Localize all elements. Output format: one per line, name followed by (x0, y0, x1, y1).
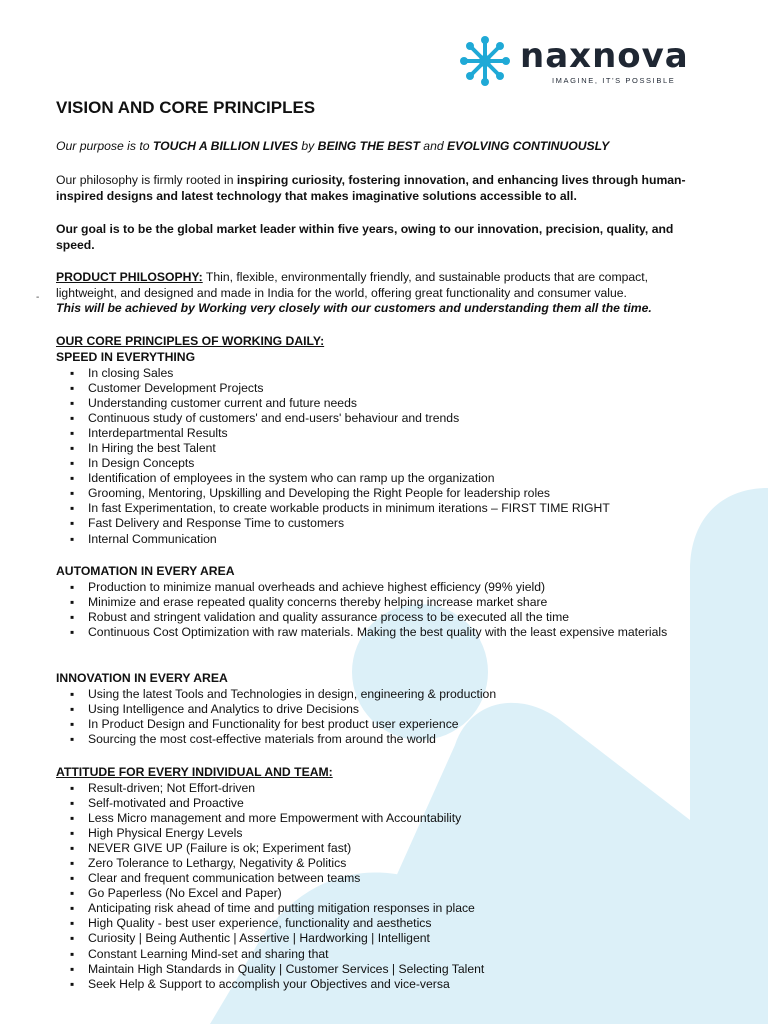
speed-list (56, 366, 696, 547)
list-item: ▪ Result-driven; Not Effort-driven (70, 781, 696, 796)
list-item: ▪ In Hiring the best Talent (70, 441, 696, 456)
list-item: ▪ Identification of employees in the system who can ramp up the organization (70, 471, 696, 486)
list-item: ▪ High Quality - best user experience, functionality and aesthetics (70, 916, 696, 931)
speed-section (56, 350, 696, 547)
attitude-list (56, 781, 696, 992)
list-item: ▪ Grooming, Mentoring, Upskilling and Developing the Right People for leadership roles (70, 486, 696, 501)
product-philosophy-emphasis: This will be achieved by Working very closely with our customers and understanding them all the time. (56, 301, 652, 315)
list-item: ▪ Anticipating risk ahead of time and putting mitigation responses in place (70, 901, 696, 916)
list-item: ▪ Self-motivated and Proactive (70, 796, 696, 811)
list-item: ▪ Continuous Cost Optimization with raw materials. Making the best quality with the least expensive materials (70, 625, 696, 640)
list-item: ▪ Interdepartmental Results (70, 426, 696, 441)
automation-heading: AUTOMATION IN EVERY AREA (56, 564, 235, 578)
philosophy-bold: inspiring curiosity, fostering innovation, and enhancing lives through human-inspired designs and latest technology that makes imaginative solutions accessible to all. (56, 173, 686, 203)
automation-list (56, 580, 696, 640)
list-item: ▪ NEVER GIVE UP (Failure is ok; Experiment fast) (70, 841, 696, 856)
purpose-statement (56, 139, 696, 155)
goal-statement: Our goal is to be the global market leader within five years, owing to our innovation, precision, quality, and speed. (56, 222, 674, 252)
list-item: ▪ Sourcing the most cost-effective materials from around the world (70, 732, 696, 747)
product-philosophy (56, 270, 696, 317)
list-item: ▪ Using the latest Tools and Technologies in design, engineering & production (70, 687, 696, 702)
innovation-list (56, 687, 696, 747)
purpose-bold-2: BEING THE BEST (317, 139, 420, 153)
list-item: ▪ Maintain High Standards in Quality | Customer Services | Selecting Talent (70, 962, 696, 977)
automation-section (56, 564, 696, 640)
product-philosophy-text: Thin, flexible, environmentally friendly, and sustainable products that are compact, lightweight, and designed and made in India for the world, offering great functionality and consumer value. (56, 270, 649, 300)
purpose-text-1: Our purpose is to (56, 139, 153, 153)
list-item: ▪ Customer Development Projects (70, 381, 696, 396)
margin-mark: - (36, 292, 40, 303)
list-item: ▪ Go Paperless (No Excel and Paper) (70, 886, 696, 901)
brand-tagline: IMAGINE, IT'S POSSIBLE (552, 76, 676, 85)
list-item: ▪ In fast Experimentation, to create workable products in minimum iterations – FIRST TIME RIGHT (70, 501, 696, 516)
list-item: ▪ Constant Learning Mind-set and sharing that (70, 947, 696, 962)
philosophy-text: Our philosophy is firmly rooted in (56, 173, 237, 187)
innovation-section (56, 671, 696, 747)
attitude-section (56, 765, 696, 992)
list-item: ▪ Understanding customer current and future needs (70, 396, 696, 411)
list-item: ▪ Fast Delivery and Response Time to customers (70, 516, 696, 531)
list-item: ▪ Continuous study of customers' and end-users' behaviour and trends (70, 411, 696, 426)
list-item: ▪ Production to minimize manual overheads and achieve highest efficiency (99% yield) (70, 580, 696, 595)
speed-heading: SPEED IN EVERYTHING (56, 350, 196, 364)
page-title: VISION AND CORE PRINCIPLES (56, 98, 316, 117)
list-item: ▪ High Physical Energy Levels (70, 826, 696, 841)
list-item: ▪ Zero Tolerance to Lethargy, Negativity & Politics (70, 856, 696, 871)
product-philosophy-label: PRODUCT PHILOSOPHY: (56, 270, 203, 284)
list-item: ▪ Minimize and erase repeated quality concerns thereby helping increase market share (70, 595, 696, 610)
list-item: ▪ Less Micro management and more Empowerment with Accountability (70, 811, 696, 826)
list-item: ▪ Seek Help & Support to accomplish your Objectives and vice-versa (70, 977, 696, 992)
list-item: ▪ Robust and stringent validation and quality assurance process to be executed all the time (70, 610, 696, 625)
brand-logo (460, 36, 712, 88)
list-item: ▪ In closing Sales (70, 366, 696, 381)
snowflake-icon (460, 36, 510, 86)
list-item: ▪ Using Intelligence and Analytics to drive Decisions (70, 702, 696, 717)
attitude-heading: ATTITUDE FOR EVERY INDIVIDUAL AND TEAM: (56, 765, 333, 779)
brand-name: naxnova (520, 36, 689, 76)
list-item: ▪ In Product Design and Functionality for best product user experience (70, 717, 696, 732)
list-item: ▪ Clear and frequent communication between teams (70, 871, 696, 886)
philosophy-statement (56, 173, 696, 204)
list-item: ▪ Curiosity | Being Authentic | Assertive | Hardworking | Intelligent (70, 931, 696, 946)
list-item: ▪ Internal Communication (70, 532, 696, 547)
purpose-text-3: and (419, 139, 448, 153)
innovation-heading: INNOVATION IN EVERY AREA (56, 671, 228, 685)
purpose-bold-3: EVOLVING CONTINUOUSLY (447, 139, 610, 153)
purpose-bold-1: TOUCH A BILLION LIVES (152, 139, 298, 153)
core-principles-title: OUR CORE PRINCIPLES OF WORKING DAILY: (56, 334, 325, 348)
purpose-text-2: by (298, 139, 318, 153)
list-item: ▪ In Design Concepts (70, 456, 696, 471)
